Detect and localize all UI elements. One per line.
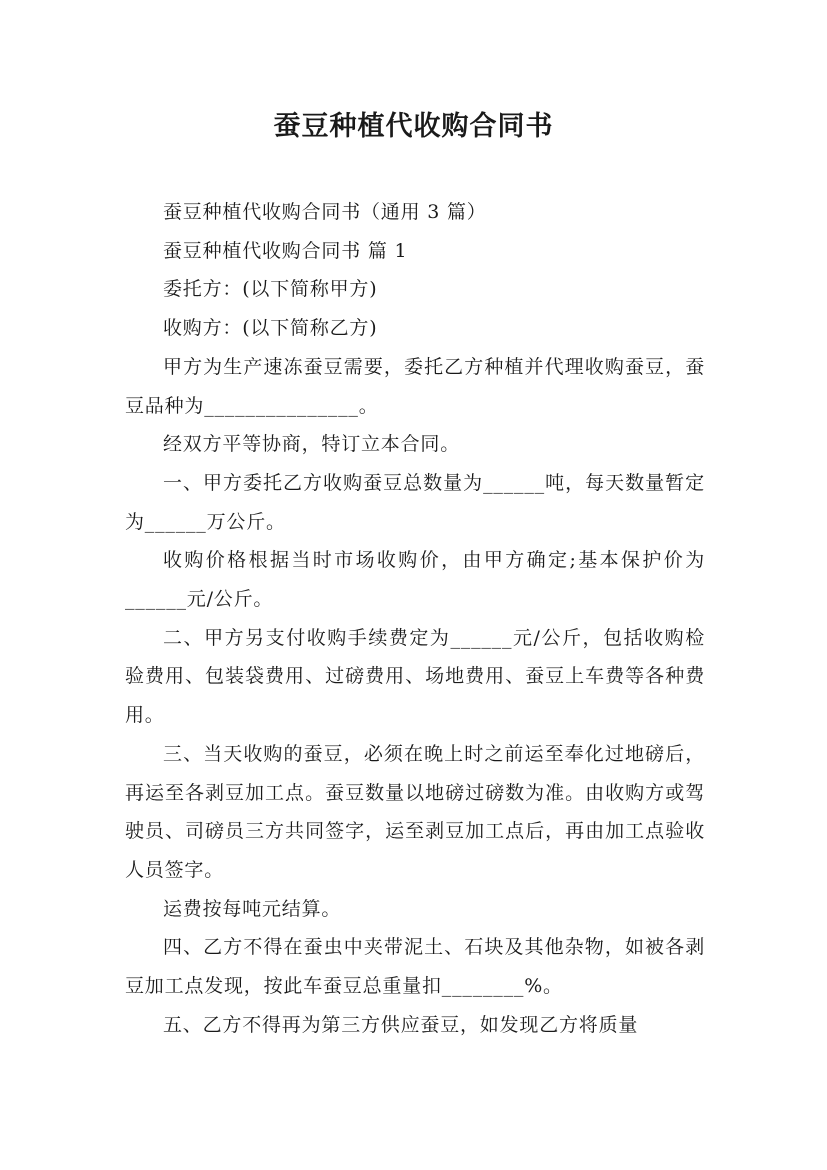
paragraph-clause-3: 三、当天收购的蚕豆，必须在晚上时之前运至奉化过地磅后，再运至各剥豆加工点。蚕豆数量以地磅过磅数为准。由收购方或驾驶员、司磅员三方共同签字，运至剥豆加工点后，再由加工点验收人员签字。 — [125, 742, 705, 881]
paragraph-subtitle: 蚕豆种植代收购合同书（通用 3 篇） — [163, 201, 487, 223]
paragraph-party-b: 收购方：(以下简称乙方) — [163, 317, 378, 340]
document-body — [125, 193, 705, 1044]
paragraph-party-a: 委托方：(以下简称甲方) — [163, 278, 378, 301]
paragraph-clause-5: 五、乙方不得再为第三方供应蚕豆，如发现乙方将质量 — [163, 1013, 639, 1036]
paragraph-purpose: 甲方为生产速冻蚕豆需要，委托乙方种植并代理收购蚕豆，蚕豆品种为_______________。 — [125, 355, 705, 417]
paragraph-freight: 运费按每吨元结算。 — [163, 897, 342, 920]
paragraph-price: 收购价格根据当时市场收购价，由甲方确定;基本保护价为______元/公斤。 — [125, 549, 705, 611]
paragraph-part-heading: 蚕豆种植代收购合同书 篇 1 — [163, 239, 408, 262]
paragraph-agreement: 经双方平等协商，特订立本合同。 — [163, 433, 461, 456]
document-title: 蚕豆种植代收购合同书 — [273, 111, 554, 142]
paragraph-clause-4: 四、乙方不得在蚕虫中夹带泥土、石块及其他杂物，如被各剥豆加工点发现，按此车蚕豆总重量扣________%。 — [125, 936, 705, 998]
paragraph-clause-1: 一、甲方委托乙方收购蚕豆总数量为______吨，每天数量暂定为______万公斤。 — [125, 471, 705, 533]
paragraph-clause-2: 二、甲方另支付收购手续费定为______元/公斤，包括收购检验费用、包装袋费用、过磅费用、场地费用、蚕豆上车费等各种费用。 — [125, 626, 705, 727]
